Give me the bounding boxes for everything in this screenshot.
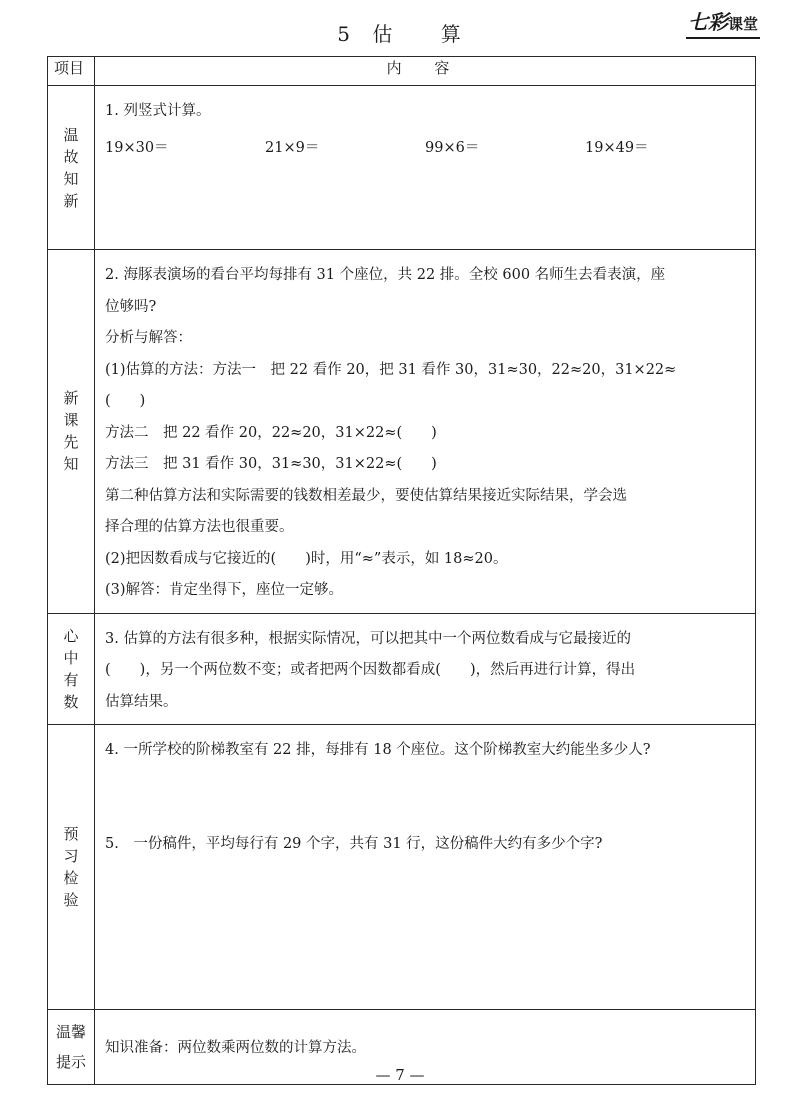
text-line: 2. 海豚表演场的看台平均每排有 31 个座位，共 22 排。全校 600 名师生去看表演，座 bbox=[105, 267, 666, 283]
text-line: 方法三 把 31 看作 30，31≈30，31×22≈( ) bbox=[105, 456, 437, 472]
header-row bbox=[48, 57, 756, 86]
worksheet-table bbox=[47, 56, 756, 1085]
section-mind bbox=[48, 613, 756, 725]
section-new bbox=[48, 250, 756, 614]
calc-item: 21×9＝ bbox=[265, 139, 320, 156]
text-line: ( ) bbox=[105, 393, 146, 409]
text-line: 位够吗? bbox=[105, 298, 157, 315]
content-review bbox=[95, 86, 756, 250]
text-line: 择合理的估算方法也很重要。 bbox=[105, 519, 294, 535]
text-line: 3. 估算的方法有很多种，根据实际情况，可以把其中一个两位数看成与它最接近的 bbox=[105, 630, 631, 647]
label-review: 温 故 知 新 bbox=[48, 86, 95, 250]
section-preview bbox=[48, 725, 756, 1010]
content-mind bbox=[95, 613, 756, 725]
brand-logo bbox=[686, 6, 760, 39]
tips-text: 知识准备：两位数乘两位数的计算方法。 bbox=[105, 1040, 366, 1057]
label-new: 新 课 先 知 bbox=[48, 250, 95, 614]
label-tips: 温馨 提示 bbox=[48, 1010, 95, 1085]
content-preview bbox=[95, 725, 756, 1010]
text-line: (3)解答：肯定坐得下，座位一定够。 bbox=[105, 582, 344, 598]
section-review bbox=[48, 86, 756, 250]
brand-text: 课堂 bbox=[727, 15, 758, 33]
text-line: (2)把因数看成与它接近的( )时，用“≈”表示，如 18≈20。 bbox=[105, 550, 508, 567]
text-line: 估算结果。 bbox=[105, 693, 178, 710]
text-line: (1)估算的方法：方法一 把 22 看作 20，把 31 看作 30，31≈30，22≈20，31×22≈ bbox=[105, 361, 677, 378]
question-1: 1. 列竖式计算。 bbox=[105, 103, 211, 119]
text-line: ( )，另一个两位数不变；或者把两个因数都看成( )，然后再进行计算，得出 bbox=[105, 662, 636, 678]
page-title bbox=[0, 18, 800, 47]
text-line: 分析与解答： bbox=[105, 330, 192, 346]
title-char-2: 算 bbox=[440, 22, 463, 46]
calc-item: 19×30＝ bbox=[105, 139, 169, 156]
question-4: 4. 一所学校的阶梯教室有 22 排，每排有 18 个座位。这个阶梯教室大约能坐多少人? bbox=[105, 742, 651, 758]
question-5: 5. 一份稿件，平均每行有 29 个字，共有 31 行，这份稿件大约有多少个字? bbox=[105, 835, 603, 852]
col-content-header: 内 容 bbox=[95, 57, 756, 86]
col-item-header: 项目 bbox=[48, 57, 95, 86]
label-mind: 心 中 有 数 bbox=[48, 613, 95, 725]
text-line: 方法二 把 22 看作 20，22≈20，31×22≈( ) bbox=[105, 424, 437, 441]
brand-mark: 七彩 bbox=[687, 10, 728, 34]
content-new bbox=[95, 250, 756, 614]
calc-item: 99×6＝ bbox=[425, 139, 480, 156]
calc-row bbox=[105, 136, 745, 157]
title-number: 5 bbox=[337, 22, 352, 46]
calc-item: 19×49＝ bbox=[585, 139, 649, 156]
title-char-1: 估 bbox=[372, 22, 395, 46]
page-number: — 7 — bbox=[375, 1066, 425, 1084]
text-line: 第二种估算方法和实际需要的钱数相差最少，要使估算结果接近实际结果，学会选 bbox=[105, 487, 627, 504]
label-preview: 预 习 检 验 bbox=[48, 725, 95, 1010]
